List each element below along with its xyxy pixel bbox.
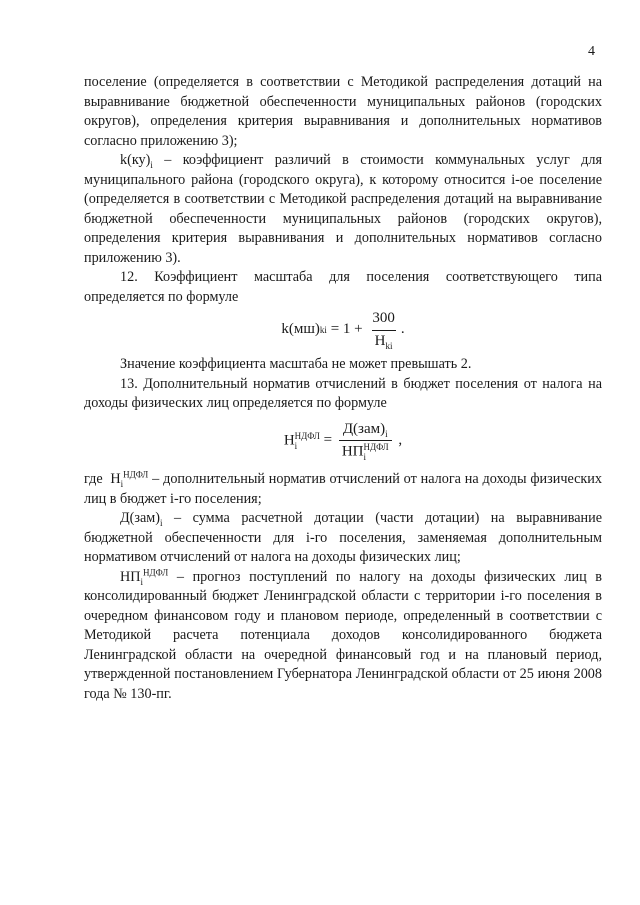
formula-ndfl-den-sup: НДФЛ <box>363 442 389 452</box>
formula-ndfl-end: , <box>394 432 403 448</box>
symbol-np-sub: i <box>140 576 144 587</box>
formula-ndfl-den-symbol: НП <box>341 443 364 460</box>
document-body <box>84 73 602 704</box>
paragraph-where-prefix: где <box>84 471 111 487</box>
paragraph-np-text: – прогноз поступлений по налогу на доходы физических лиц в консолидированный бюджет Ленинградской области с территории i-го поселения в очередном финансовом году и плановом периоде, определенный в соответствии с Методикой расчета потенциала доходов консолидированного бюджета Ленинградской области на очередной финансовый год и на плановый период, утвержденной постановлением Губернатора Ленинградской области от 25 июня 2008 года № 130-пг. <box>84 568 602 702</box>
formula-scale-denominator <box>372 330 396 352</box>
symbol-dzam-sub: i <box>160 517 163 528</box>
formula-ndfl-num-symbol: Д(зам) <box>342 420 386 437</box>
paragraph-13: 13. Дополнительный норматив отчислений в бюджет поселения от налога на доходы физических лиц определяется по формуле <box>84 375 602 411</box>
formula-scale: k(мш) ki = 1 + $\frac{300}{H_{ki}}$ . <box>281 310 405 351</box>
symbol-np: НП <box>120 568 141 585</box>
formula-scale-fraction <box>369 309 398 351</box>
formula-ndfl-eq: = <box>319 432 336 448</box>
formula-ndfl-numerator <box>340 420 391 441</box>
paragraph-12: 12. Коэффициент масштаба для поселения соответствующего типа определяется по формуле <box>84 269 602 305</box>
symbol-dzam: Д(зам) <box>120 510 161 526</box>
formula-ndfl-lhs <box>284 431 320 451</box>
symbol-kku-sub: i <box>150 159 153 170</box>
page-number: 4 <box>588 44 595 59</box>
formula-ndfl-num-sub: i <box>385 428 388 439</box>
paragraph-intro: поселение (определяется в соответствии с Методикой распределения дотаций на выравнивание бюджетной обеспеченности муниципальных районов (городских округов), определения критерия выравнивания и дополнительных нормативов согласно приложению 3); <box>84 74 602 149</box>
paragraph-kku-text: – коэффициент различий в стоимости коммунальных услуг для муниципального района (городского округа), к которому относится i-ое поселение (определяется в соответствии с Методикой распределения дотаций на выравнивание бюджетной обеспеченности муниципальных районов (городских округов), определения критерия выравнивания и дополнительных нормативов согласно приложению 3). <box>84 152 602 266</box>
formula-scale-eq: = 1 + <box>326 321 367 338</box>
symbol-np-sup: НДФЛ <box>143 566 169 577</box>
formula-ndfl-den-sub: i <box>363 452 366 462</box>
formula-ndfl-lhs-sub: i <box>294 440 298 451</box>
formula-ndfl-denominator <box>339 440 392 462</box>
symbol-kku: k(ку) <box>120 152 151 168</box>
formula-scale-numerator: 300 <box>372 310 395 326</box>
paragraph-dzam-text: – сумма расчетной дотации (части дотации) на выравнивание бюджетной обеспеченности для i-го поселения, заменяемая дополнительным нормативом отчислений от налога на доходы физических лиц; <box>84 510 602 565</box>
paragraph-np <box>84 568 602 705</box>
formula-ndfl <box>84 420 602 463</box>
formula-scale-end: . <box>400 321 405 338</box>
paragraph-where <box>84 470 602 509</box>
formula-ndfl-fraction <box>339 420 392 463</box>
formula-scale-lhs: k(мш) <box>281 321 320 338</box>
formula-ndfl-lhs-sup: НДФЛ <box>294 430 320 441</box>
paragraph-kku <box>84 151 602 268</box>
formula-scale-den-sub: ki <box>385 340 393 351</box>
symbol-where: H <box>110 471 121 487</box>
paragraph-scale-limit: Значение коэффициента масштаба не может превышать 2. <box>120 356 472 372</box>
formula-ndfl-lhs-symbol: H <box>283 432 295 449</box>
symbol-where-sup: НДФЛ <box>123 469 149 480</box>
paragraph-dzam <box>84 509 602 568</box>
symbol-where-sub: i <box>120 478 124 489</box>
formula-scale-den-symbol: H <box>374 332 386 349</box>
paragraph-where-text: – дополнительный норматив отчислений от налога на доходы физических лиц в бюджет i-го поселения; <box>84 471 602 507</box>
